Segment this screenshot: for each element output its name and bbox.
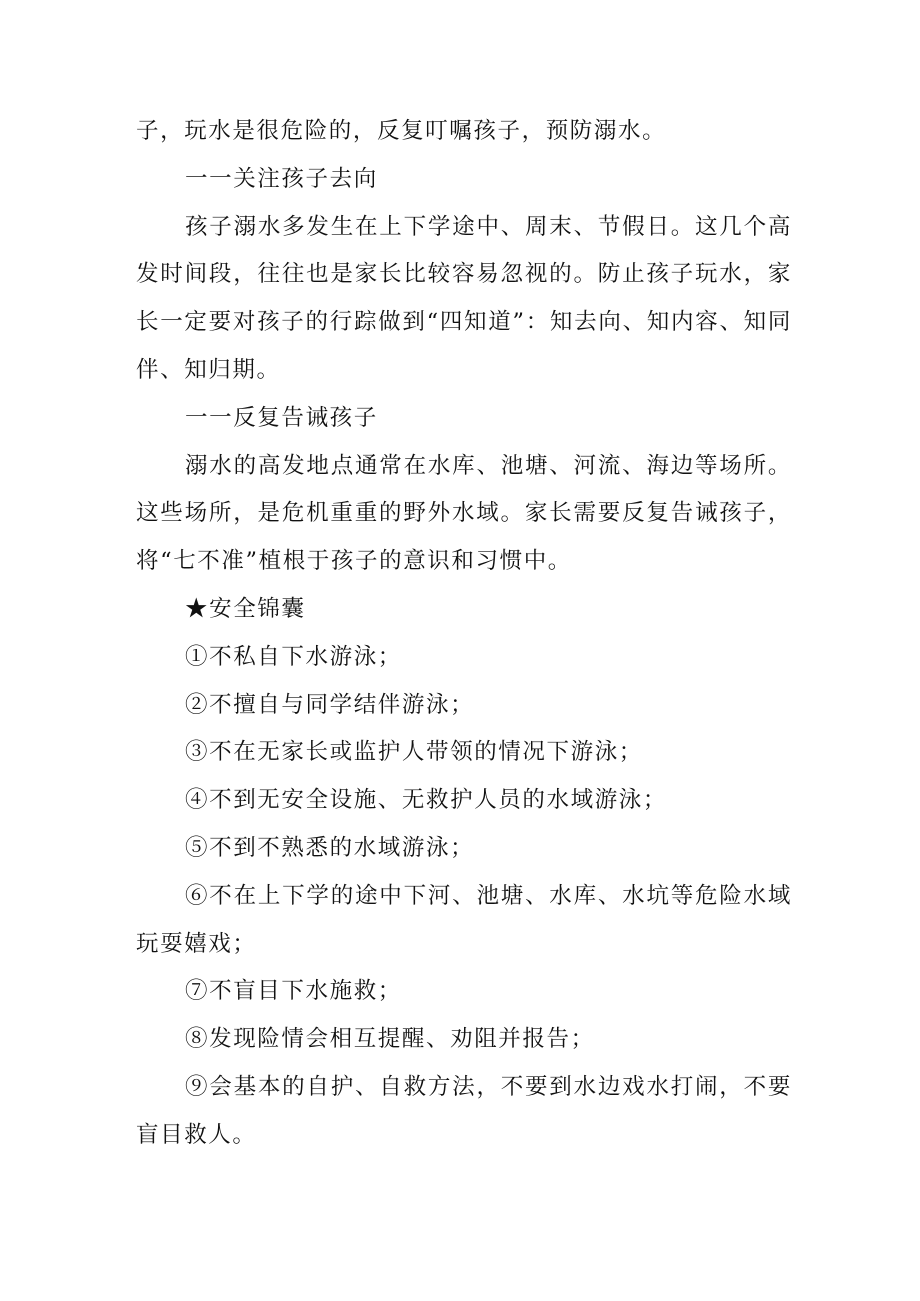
continued-paragraph: 子，玩水是很危险的，反复叮嘱孩子，预防溺水。 xyxy=(136,118,667,144)
section-heading-child-whereabouts: 一一关注孩子去向 xyxy=(185,165,378,192)
safety-rule-3: ③不在无家长或监护人带领的情况下游泳； xyxy=(185,739,643,766)
safety-rule-9: ⑨会基本的自护、自救方法，不要到水边戏水打闹，不要盲目救人。 xyxy=(136,1073,792,1148)
safety-rule-8: ⑧发现险情会相互提醒、劝阻并报告； xyxy=(185,1026,595,1053)
safety-rule-7: ⑦不盲目下水施救； xyxy=(185,978,402,1005)
safety-rule-1: ①不私自下水游泳； xyxy=(185,643,402,670)
document-body xyxy=(136,108,792,1160)
safety-rule-6: ⑥不在上下学的途中下河、池塘、水库、水坑等危险水域玩耍嬉戏； xyxy=(136,882,792,957)
section-heading-repeated-warning: 一一反复告诫孩子 xyxy=(185,404,378,431)
paragraph-high-risk-places: 溺水的高发地点通常在水库、池塘、河流、海边等场所。这些场所，是危机重重的野外水域。家长需要反复告诫孩子，将“七不准”植根于孩子的意识和习惯中。 xyxy=(136,452,792,575)
safety-rule-4: ④不到无安全设施、无救护人员的水域游泳； xyxy=(185,787,668,814)
paragraph-child-whereabouts: 孩子溺水多发生在上下学途中、周末、节假日。这几个高发时间段，往往也是家长比较容易忽视的。防止孩子玩水，家长一定要对孩子的行踪做到“四知道”：知去向、知内容、知同伴、知归期。 xyxy=(136,213,792,383)
safety-tips-heading: ★安全锦囊 xyxy=(185,595,306,622)
safety-rule-5: ⑤不到不熟悉的水域游泳； xyxy=(185,834,475,861)
safety-rule-2: ②不擅自与同学结伴游泳； xyxy=(185,691,475,718)
